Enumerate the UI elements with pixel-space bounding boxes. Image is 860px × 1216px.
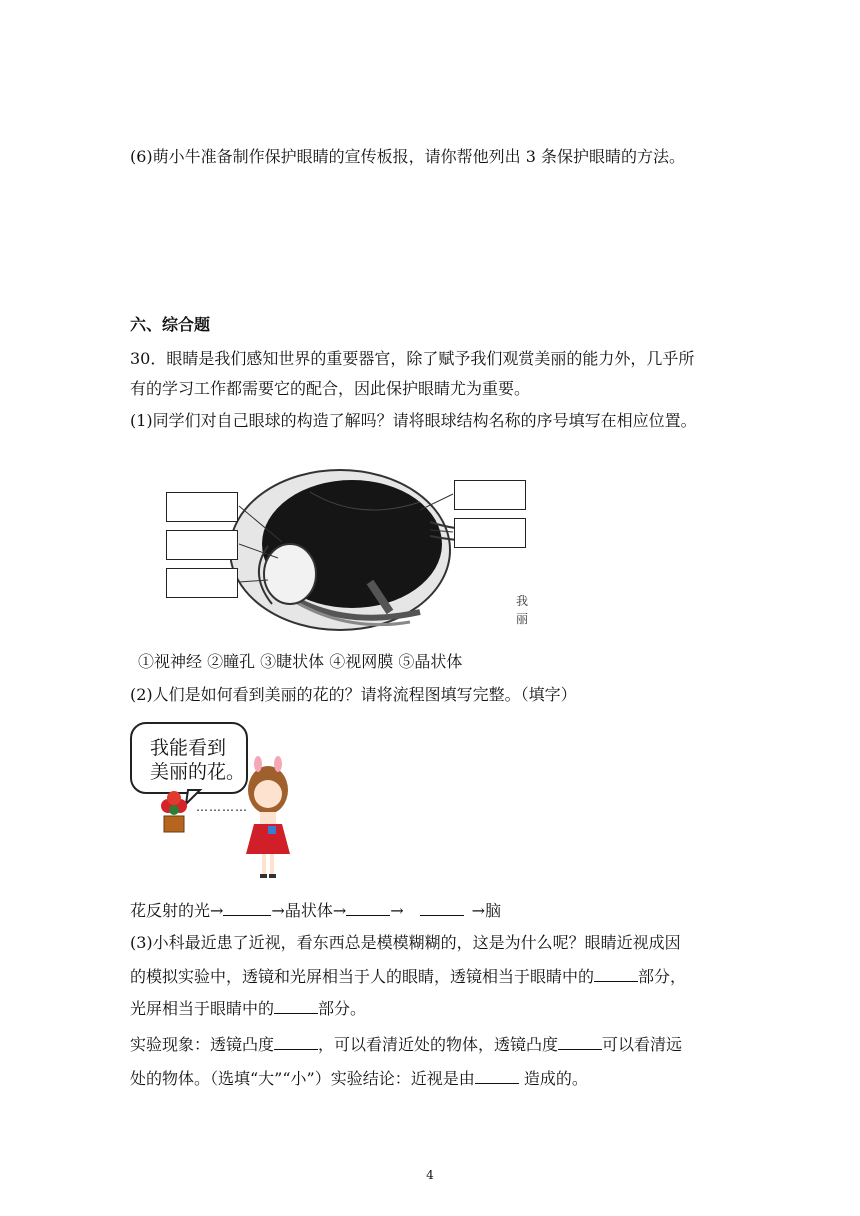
page-number: 4	[426, 1168, 434, 1182]
flow-blank-1[interactable]	[223, 901, 271, 916]
question-30-part-3-line-1: (3)小科最近患了近视，看东西总是模模糊糊的，这是为什么呢？眼睛近视成因	[130, 933, 681, 952]
experiment-text-1b: ，可以看清近处的物体，透镜凸度	[318, 1035, 559, 1054]
question-30-part-2: (2)人们是如何看到美丽的花的？请将流程图填写完整。（填字）	[130, 685, 577, 704]
flow-blank-2[interactable]	[346, 901, 390, 916]
label-box-left-2[interactable]	[166, 530, 238, 560]
vision-flow	[130, 900, 501, 922]
label-box-right-1[interactable]	[454, 480, 526, 510]
girl-flower-illustration	[128, 720, 328, 885]
eye-structure-options: ①视神经 ②瞳孔 ③睫状体 ④视网膜 ⑤晶状体	[138, 652, 463, 671]
question-30-intro-line-1: 30．眼睛是我们感知世界的重要器官，除了赋予我们观赏美丽的能力外，几乎所	[130, 349, 695, 368]
question-6: (6)萌小牛准备制作保护眼睛的宣传板报，请你帮他列出 3 条保护眼睛的方法。	[130, 147, 686, 166]
label-box-right-2[interactable]	[454, 518, 526, 548]
screen-blank[interactable]	[274, 999, 318, 1014]
label-box-left-3[interactable]	[166, 568, 238, 598]
part-3-text-3a: 光屏相当于眼睛中的	[130, 999, 275, 1018]
eyeball-diagram	[160, 462, 540, 637]
experiment-text-2b: 造成的。	[518, 1069, 588, 1088]
flow-blank-3[interactable]	[420, 901, 464, 916]
convexity-blank-2[interactable]	[558, 1035, 602, 1050]
flow-arrow-1: →晶状体→	[271, 901, 347, 920]
flow-start: 花反射的光→	[130, 901, 224, 920]
label-box-left-1[interactable]	[166, 492, 238, 522]
question-30-part-3-line-3	[130, 998, 366, 1020]
part-3-text-2a: 的模拟实验中，透镜和光屏相当于人的眼睛，透镜相当于眼睛中的	[130, 967, 595, 986]
question-30-part-1: (1)同学们对自己眼球的构造了解吗？请将眼球结构名称的序号填写在相应位置。	[130, 411, 697, 430]
speech-bubble-text: 我能看到 美丽的花。	[150, 737, 246, 783]
section-heading: 六、综合题	[130, 315, 211, 334]
part-3-text-2b: 部分，	[638, 967, 687, 986]
lens-blank[interactable]	[594, 967, 638, 982]
experiment-line-2	[130, 1068, 588, 1090]
part-3-text-3b: 部分。	[318, 999, 367, 1018]
conclusion-blank[interactable]	[475, 1069, 519, 1084]
image-watermark: 我丽	[516, 594, 529, 626]
flow-end: →脑	[471, 901, 502, 920]
convexity-blank-1[interactable]	[274, 1035, 318, 1050]
experiment-line-1	[130, 1034, 682, 1056]
experiment-text-1a: 实验现象：透镜凸度	[130, 1035, 275, 1054]
question-30-intro-line-2: 有的学习工作都需要它的配合，因此保护眼睛尤为重要。	[130, 379, 531, 398]
experiment-text-1c: 可以看清远	[602, 1035, 683, 1054]
sight-dots: …………	[196, 800, 248, 814]
question-30-part-3-line-2	[130, 966, 686, 988]
flow-arrow-2: →	[390, 901, 404, 920]
experiment-text-2a: 处的物体。（选填“大”“小”）实验结论：近视是由	[130, 1069, 475, 1088]
